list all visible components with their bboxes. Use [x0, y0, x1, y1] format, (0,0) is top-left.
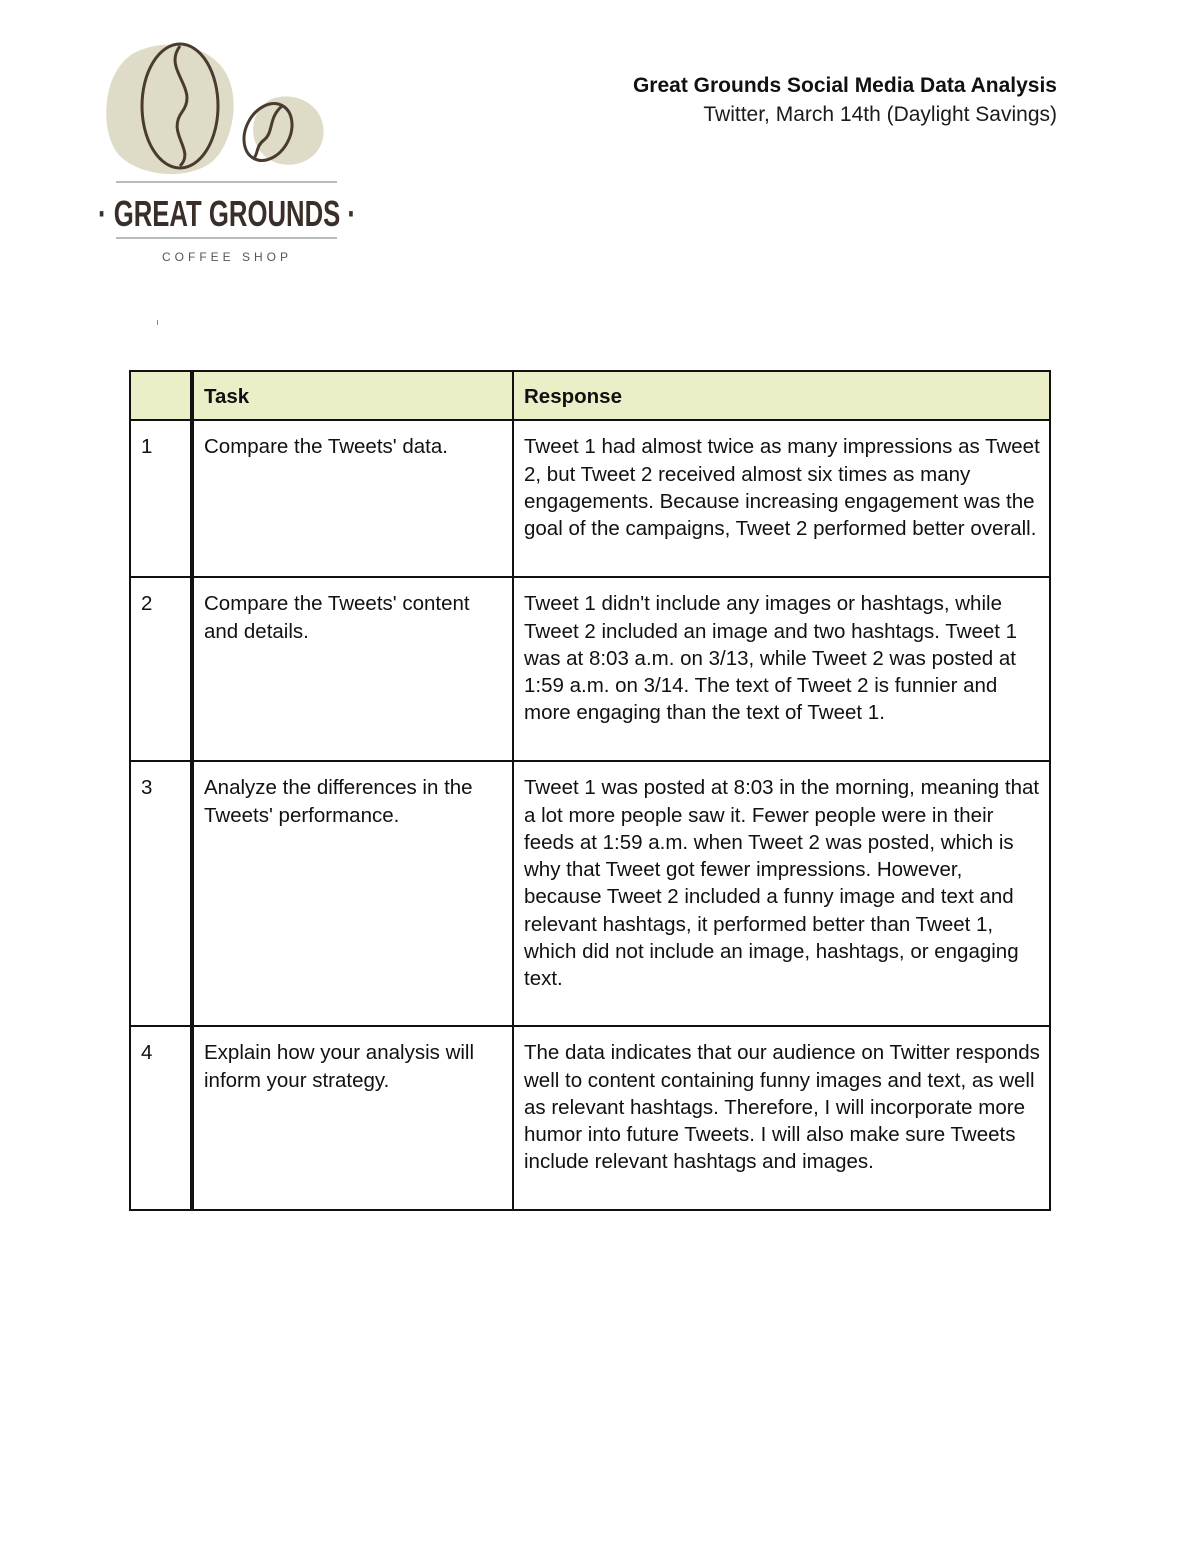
column-header-response: Response — [513, 371, 1050, 420]
logo-blob-large — [106, 45, 233, 174]
task-cell: Explain how your analysis will inform your strategy. — [192, 1026, 513, 1210]
response-cell: Tweet 1 was posted at 8:03 in the morning, meaning that a lot more people saw it. Fewer people were in their feeds at 1:59 a.m. when Tweet 2 was posted, which is why that Tweet got fewer impressions. However, because Tweet 2 included a funny image and text and relevant hashtags, it performed better than Tweet 1, which did not include an image, hashtags, or engaging text. — [513, 761, 1050, 1026]
column-header-number — [130, 371, 192, 420]
table-row — [130, 761, 1050, 1026]
document-subtitle: Twitter, March 14th (Daylight Savings) — [703, 103, 1057, 126]
column-header-task: Task — [192, 371, 513, 420]
table-row — [130, 1026, 1050, 1210]
row-number: 3 — [130, 761, 192, 1026]
table-row — [130, 420, 1050, 577]
task-cell: Compare the Tweets' data. — [192, 420, 513, 577]
great-grounds-logo — [96, 40, 358, 270]
task-cell: Analyze the differences in the Tweets' performance. — [192, 761, 513, 1026]
table-header-row — [130, 371, 1050, 420]
document-title: Great Grounds Social Media Data Analysis — [632, 74, 1057, 97]
row-number: 2 — [130, 577, 192, 761]
analysis-table — [129, 370, 1051, 1211]
logo-tagline: COFFEE SHOP — [161, 250, 293, 264]
task-cell: Compare the Tweets' content and details. — [192, 577, 513, 761]
row-number: 4 — [130, 1026, 192, 1210]
stray-mark — [157, 320, 158, 325]
document-header — [457, 72, 1057, 130]
response-cell: Tweet 1 didn't include any images or hashtags, while Tweet 2 included an image and two hashtags. Tweet 1 was at 8:03 a.m. on 3/13, while Tweet 2 was posted at 1:59 a.m. on 3/14. The text of Tweet 2 is funnier and more engaging than the text of Tweet 1. — [513, 577, 1050, 761]
row-number: 1 — [130, 420, 192, 577]
table-row — [130, 577, 1050, 761]
response-cell: Tweet 1 had almost twice as many impressions as Tweet 2, but Tweet 2 received almost six times as many engagements. Because increasing engagement was the goal of the campaigns, Tweet 2 performed better overall. — [513, 420, 1050, 577]
response-cell: The data indicates that our audience on Twitter responds well to content containing funny images and text, as well as relevant hashtags. Therefore, I will incorporate more humor into future Tweets. I will also make sure Tweets include relevant hashtags and images. — [513, 1026, 1050, 1210]
logo-brand-name: · GREAT GROUNDS · — [98, 193, 356, 234]
